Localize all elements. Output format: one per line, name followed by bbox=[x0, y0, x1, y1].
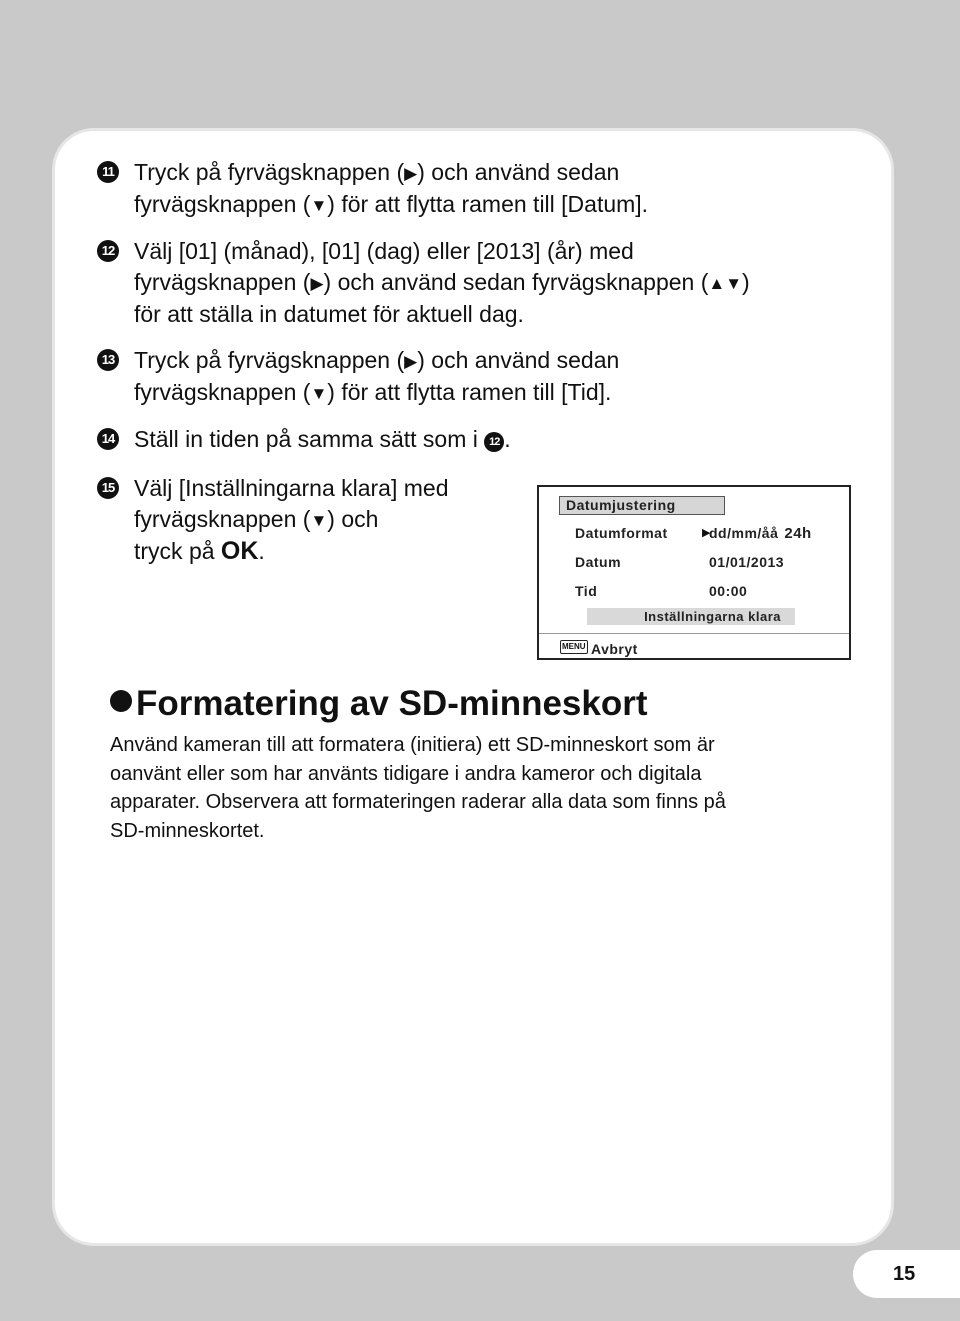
time-value: 00:00 bbox=[709, 583, 748, 599]
cancel-label: Avbryt bbox=[591, 641, 638, 657]
step-text: Tryck på fyrvägsknappen (▶) och använd sedan fyrvägsknappen (▼) för att flytta ramen till [Tid]. bbox=[134, 347, 620, 405]
step-12 bbox=[97, 236, 750, 330]
hour-format-value: 24h bbox=[784, 525, 812, 542]
step-14 bbox=[97, 424, 511, 455]
step-number-badge: 12 bbox=[97, 240, 119, 262]
camera-date-adjust-screen bbox=[537, 485, 851, 660]
down-arrow-icon: ▼ bbox=[310, 196, 328, 215]
date-label: Datum bbox=[575, 554, 622, 570]
step-15 bbox=[97, 473, 449, 567]
step-11 bbox=[97, 157, 648, 221]
step-text: Ställ in tiden på samma sätt som i 12 . bbox=[134, 426, 511, 452]
step-text: Tryck på fyrvägsknappen (▶) och använd sedan fyrvägsknappen (▼) för att flytta ramen till [Datum]. bbox=[134, 159, 649, 217]
step-text: Välj [Inställningarna klara] med fyrvägsknappen (▼) och tryck på OK. bbox=[134, 475, 449, 565]
up-down-arrow-icon: ▲▼ bbox=[708, 274, 743, 293]
menu-icon: MENU bbox=[560, 640, 588, 654]
date-format-value: dd/mm/åå 24h bbox=[709, 525, 812, 542]
page-number: 15 bbox=[853, 1250, 960, 1298]
step-13 bbox=[97, 345, 619, 409]
date-value: 01/01/2013 bbox=[709, 554, 785, 570]
step-number-badge: 11 bbox=[97, 161, 119, 183]
time-label: Tid bbox=[575, 583, 598, 599]
right-arrow-icon: ▶ bbox=[404, 352, 418, 371]
right-arrow-icon: ▶ bbox=[404, 164, 418, 183]
ok-button-icon: OK bbox=[220, 537, 259, 565]
section-heading: Formatering av SD-minneskort bbox=[110, 684, 648, 724]
step-number-badge: 15 bbox=[97, 477, 119, 499]
divider bbox=[539, 633, 849, 634]
screen-title: Datumjustering bbox=[559, 496, 725, 515]
down-arrow-icon: ▼ bbox=[310, 511, 328, 530]
step-reference-badge: 12 bbox=[484, 432, 504, 452]
selection-arrow-icon: ▶ bbox=[702, 527, 711, 539]
bullet-icon bbox=[110, 690, 132, 712]
settings-done-option: Inställningarna klara bbox=[587, 608, 795, 625]
date-format-label: Datumformat bbox=[575, 525, 668, 541]
section-body: Använd kameran till att formatera (initiera) ett SD-minneskort som är oanvänt eller som har använts tidigare i andra kameror och digitala apparater. Observera att formateringen raderar alla data som finns på SD-minneskortet. bbox=[110, 734, 726, 842]
down-arrow-icon: ▼ bbox=[310, 384, 328, 403]
step-number-badge: 13 bbox=[97, 349, 119, 371]
right-arrow-icon: ▶ bbox=[310, 274, 324, 293]
step-number-badge: 14 bbox=[97, 428, 119, 450]
step-text: Välj [01] (månad), [01] (dag) eller [2013] (år) med fyrvägsknappen (▶) och använd sedan fyrvägsknappen (▲▼) för att ställa in datumet för aktuell dag. bbox=[134, 238, 750, 327]
